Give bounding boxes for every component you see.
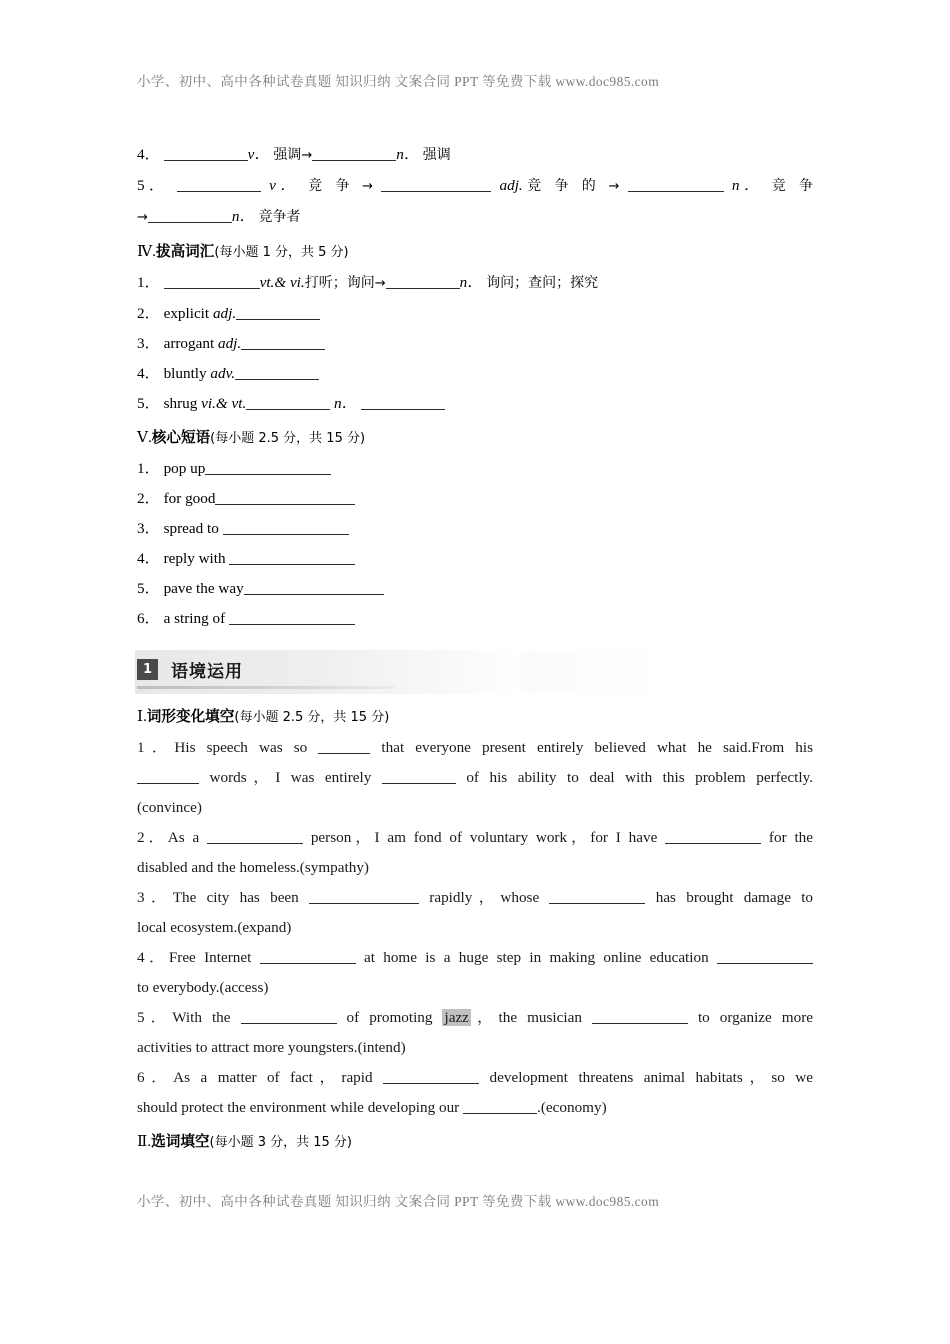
phrase-text: pave the way bbox=[163, 580, 244, 597]
question-text: should protect the environment while developing our bbox=[137, 1099, 464, 1116]
section-heading-advanced-vocab bbox=[137, 237, 813, 268]
part-of-speech: v． bbox=[247, 146, 270, 163]
blank-line[interactable] bbox=[246, 396, 330, 410]
item-number: 1． bbox=[137, 460, 160, 477]
item-number: 5． bbox=[137, 395, 160, 412]
question-text: Free Internet bbox=[168, 949, 260, 966]
item-number: 1． bbox=[137, 739, 175, 756]
arrow-icon: → bbox=[137, 210, 148, 225]
question-text: As a bbox=[167, 829, 208, 846]
phrase-item-2 bbox=[137, 484, 813, 514]
phrase-item-4 bbox=[137, 544, 813, 574]
phrase-text: spread to bbox=[163, 520, 223, 537]
blank-line[interactable] bbox=[309, 890, 419, 904]
section-points: (每小题 2.5 分，共 15 分) bbox=[210, 431, 366, 446]
gloss: 强调 bbox=[273, 147, 302, 163]
blank-line[interactable] bbox=[241, 1010, 337, 1024]
gloss: 竞 争 bbox=[308, 178, 354, 194]
blank-line[interactable] bbox=[164, 147, 248, 161]
section-title: 核心短语 bbox=[151, 429, 211, 446]
advanced-item-4 bbox=[137, 359, 813, 389]
blank-line[interactable] bbox=[215, 491, 355, 505]
exercise-heading-word-form bbox=[137, 702, 813, 733]
part-of-speech: n． bbox=[231, 208, 255, 225]
advanced-item-2 bbox=[137, 299, 813, 329]
blank-line[interactable] bbox=[592, 1010, 688, 1024]
blank-line[interactable] bbox=[381, 178, 491, 192]
exercise-title: 选词填空 bbox=[151, 1133, 210, 1150]
advanced-item-1 bbox=[137, 268, 813, 299]
question-text: of his ability to deal with this problem perfectly. bbox=[455, 769, 814, 786]
hint-word: .(economy) bbox=[537, 1099, 607, 1116]
part-of-speech: n． bbox=[396, 146, 419, 163]
blank-line[interactable] bbox=[137, 770, 199, 784]
blank-line[interactable] bbox=[235, 366, 319, 380]
item-number: 3． bbox=[137, 520, 160, 537]
gloss: 打听；询问 bbox=[304, 275, 375, 291]
vocab-word: arrogant bbox=[163, 335, 215, 352]
banner-title: 语境运用 bbox=[171, 662, 243, 682]
exercise-question-1-hint bbox=[137, 793, 813, 823]
blank-line[interactable] bbox=[383, 1070, 479, 1084]
part-of-speech: vi.& vt. bbox=[201, 395, 247, 412]
phrase-text: reply with bbox=[163, 550, 230, 567]
item-number: 4． bbox=[137, 949, 169, 966]
question-text: rapidly，whose bbox=[419, 889, 550, 906]
phrase-text: a string of bbox=[163, 610, 229, 627]
part-of-speech: n． bbox=[459, 274, 483, 291]
exercise-question-1-cont bbox=[137, 763, 813, 793]
question-text: The city has been bbox=[172, 889, 310, 906]
question-text: to organize more bbox=[687, 1009, 813, 1026]
item-number: 6． bbox=[137, 1069, 174, 1086]
exercise-question-3 bbox=[137, 883, 813, 913]
part-of-speech: adj. bbox=[217, 335, 242, 352]
question-text: of promoting bbox=[336, 1009, 443, 1026]
blank-line[interactable] bbox=[260, 950, 356, 964]
blank-line[interactable] bbox=[207, 830, 303, 844]
blank-line[interactable] bbox=[177, 178, 261, 192]
arrow-icon: → bbox=[374, 276, 386, 291]
advanced-item-3 bbox=[137, 329, 813, 359]
question-text: for the bbox=[761, 829, 813, 846]
exercise-question-2 bbox=[137, 823, 813, 853]
part-of-speech: adj. bbox=[212, 305, 237, 322]
item-number: 6． bbox=[137, 610, 160, 627]
question-text: to everybody.(access) bbox=[137, 979, 269, 996]
blank-line[interactable] bbox=[628, 178, 724, 192]
item-number: 5． bbox=[137, 177, 169, 194]
item-number: 2． bbox=[137, 490, 160, 507]
blank-line[interactable] bbox=[236, 306, 320, 320]
header-watermark: 小学、初中、高中各种试卷真题 知识归纳 文案合同 PPT 等免费下载 www.doc985.com bbox=[137, 74, 660, 89]
question-text: person，I am fond of voluntary work，for I have bbox=[303, 829, 666, 846]
banner-background-fade bbox=[521, 650, 661, 694]
document-content bbox=[137, 140, 813, 1158]
blank-line[interactable] bbox=[549, 890, 645, 904]
phrase-item-3 bbox=[137, 514, 813, 544]
blank-line[interactable] bbox=[312, 147, 396, 161]
exercise-roman: Ⅱ. bbox=[137, 1133, 152, 1150]
exercise-points: (每小题 3 分，共 15 分) bbox=[209, 1135, 353, 1150]
highlighted-word: jazz bbox=[444, 1009, 469, 1026]
blank-line[interactable] bbox=[318, 740, 370, 754]
vocab-word: bluntly bbox=[163, 365, 207, 382]
exercise-question-1 bbox=[137, 733, 813, 763]
question-text: has brought damage to bbox=[645, 889, 814, 906]
gloss: 竞争者 bbox=[258, 209, 301, 225]
advanced-item-5 bbox=[137, 389, 813, 419]
exercise-title: 词形变化填空 bbox=[146, 708, 235, 725]
blank-line[interactable] bbox=[386, 275, 460, 289]
blank-line[interactable] bbox=[463, 1100, 537, 1114]
section-points: (每小题 1 分，共 5 分) bbox=[214, 245, 349, 260]
item-number: 1． bbox=[137, 274, 160, 291]
vocab-word: explicit bbox=[163, 305, 210, 322]
part-of-speech: adv. bbox=[210, 365, 236, 382]
phrase-item-1 bbox=[137, 454, 813, 484]
phrase-text: for good bbox=[163, 490, 216, 507]
exercise-question-5-cont bbox=[137, 1033, 813, 1063]
item-number: 3． bbox=[137, 889, 173, 906]
gloss: 竞 争 bbox=[771, 178, 814, 194]
section-banner-context-usage bbox=[137, 650, 813, 698]
banner-number-badge: 1 bbox=[137, 659, 158, 680]
question-text: With the bbox=[172, 1009, 241, 1026]
blank-line[interactable] bbox=[717, 950, 813, 964]
phrase-item-6 bbox=[137, 604, 813, 634]
blank-line[interactable] bbox=[244, 581, 384, 595]
question-text: that everyone present entirely believed what he said.From his bbox=[370, 739, 813, 756]
question-text: As a matter of fact，rapid bbox=[173, 1069, 384, 1086]
section-roman: Ⅳ. bbox=[137, 243, 156, 260]
exercise-roman: Ⅰ. bbox=[137, 708, 147, 725]
exercise-points: (每小题 2.5 分，共 15 分) bbox=[234, 710, 390, 725]
blank-line[interactable] bbox=[229, 611, 355, 625]
section-roman: Ⅴ. bbox=[137, 429, 152, 446]
gloss: 竞 争 的 bbox=[522, 178, 601, 194]
item-number: 3． bbox=[137, 335, 160, 352]
phrase-text: pop up bbox=[163, 460, 206, 477]
question-text: disabled and the homeless.(sympathy) bbox=[137, 859, 369, 876]
blank-line[interactable] bbox=[205, 461, 331, 475]
question-text: words，I was entirely bbox=[199, 769, 382, 786]
item-number: 5． bbox=[137, 1009, 173, 1026]
item-number: 5． bbox=[137, 580, 160, 597]
exercise-question-5 bbox=[137, 1003, 813, 1033]
part-of-speech: v． bbox=[269, 177, 300, 194]
arrow-icon: → bbox=[608, 179, 620, 194]
blank-line[interactable] bbox=[665, 830, 761, 844]
exercise-question-3-cont bbox=[137, 913, 813, 943]
item-number: 4． bbox=[137, 365, 160, 382]
blank-line[interactable] bbox=[382, 770, 456, 784]
exercise-question-4-cont bbox=[137, 973, 813, 1003]
question-text: local ecosystem.(expand) bbox=[137, 919, 292, 936]
item-number: 2． bbox=[137, 305, 160, 322]
question-text: activities to attract more youngsters.(intend) bbox=[137, 1039, 406, 1056]
hint-word: (convince) bbox=[137, 799, 202, 816]
arrow-icon: → bbox=[301, 148, 313, 163]
exercise-heading-word-selection bbox=[137, 1127, 813, 1158]
phrase-item-5 bbox=[137, 574, 813, 604]
part-of-speech: adj. bbox=[499, 177, 523, 194]
vocab-word: shrug bbox=[163, 395, 198, 412]
item-number: 4． bbox=[137, 550, 160, 567]
exercise-question-6-cont bbox=[137, 1093, 813, 1123]
item-number: 2． bbox=[137, 829, 168, 846]
blank-line[interactable] bbox=[241, 336, 325, 350]
vocab-item-5 bbox=[137, 171, 813, 202]
gloss: 强调 bbox=[422, 147, 451, 163]
part-of-speech: vt.& vi. bbox=[259, 274, 305, 291]
banner-underline bbox=[137, 686, 395, 689]
blank-line[interactable] bbox=[361, 396, 445, 410]
blank-line[interactable] bbox=[223, 521, 349, 535]
arrow-icon: → bbox=[362, 179, 374, 194]
vocab-item-5-cont bbox=[137, 202, 813, 233]
blank-line[interactable] bbox=[164, 275, 260, 289]
question-text: His speech was so bbox=[174, 739, 319, 756]
part-of-speech: n． bbox=[731, 177, 764, 194]
blank-line[interactable] bbox=[148, 209, 232, 223]
question-text: at home is a huge step in making online education bbox=[355, 949, 717, 966]
question-text: ，the musician bbox=[470, 1009, 592, 1026]
item-number: 4． bbox=[137, 146, 160, 163]
section-title: 拔高词汇 bbox=[155, 243, 215, 260]
vocab-item-4 bbox=[137, 140, 813, 171]
gloss: 询问；查问；探究 bbox=[486, 275, 599, 291]
section-heading-core-phrases bbox=[137, 423, 813, 454]
exercise-question-6 bbox=[137, 1063, 813, 1093]
blank-line[interactable] bbox=[229, 551, 355, 565]
exercise-question-4 bbox=[137, 943, 813, 973]
exercise-question-2-cont bbox=[137, 853, 813, 883]
part-of-speech: n． bbox=[334, 395, 357, 412]
footer-watermark: 小学、初中、高中各种试卷真题 知识归纳 文案合同 PPT 等免费下载 www.doc985.com bbox=[137, 1194, 660, 1209]
question-text: development threatens animal habitats，so we bbox=[479, 1069, 814, 1086]
